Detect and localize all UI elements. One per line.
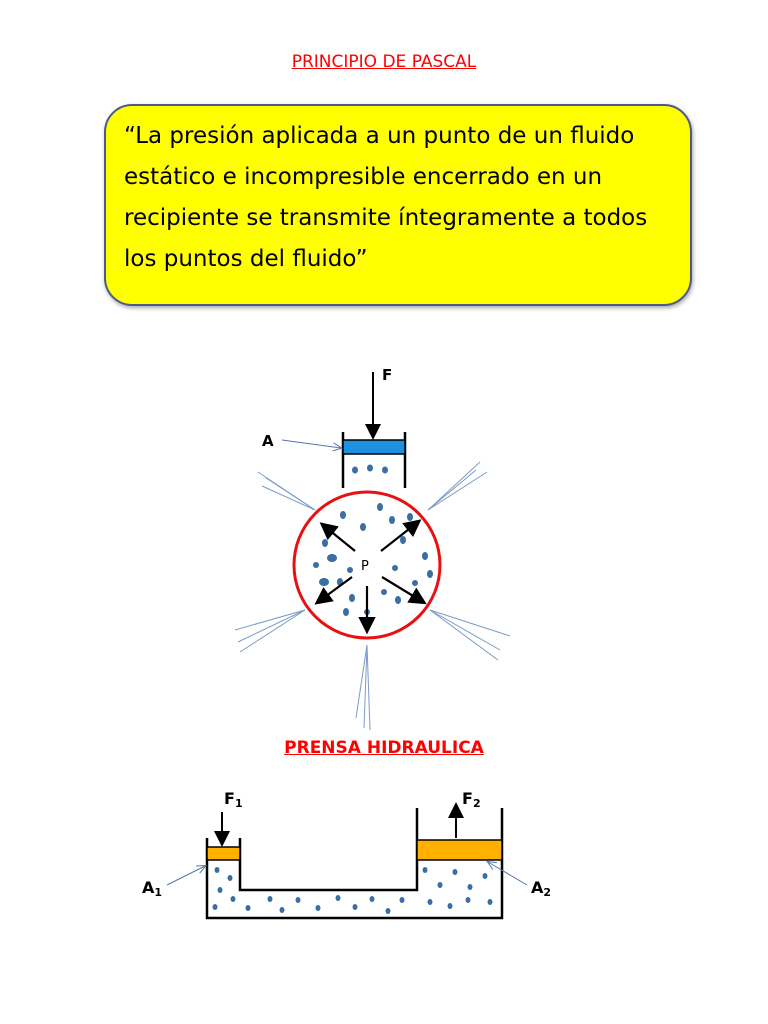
- small-piston: [207, 847, 240, 860]
- force-label: F: [382, 366, 393, 384]
- a1-label: A1: [142, 878, 163, 899]
- a1-pointer: [167, 866, 205, 885]
- definition-text: “La presión aplicada a un punto de un fluido estático e incompresible encerrado en un recipiente se transmite íntegramente a todos los puntos del fluido”: [124, 123, 648, 272]
- press-title: PRENSA HIDRAULICA: [284, 738, 484, 758]
- pressure-label: P: [361, 559, 369, 574]
- f1-label: F1: [224, 789, 243, 810]
- page-title: PRINCIPIO DE PASCAL: [291, 52, 477, 72]
- area-label: A: [262, 432, 274, 450]
- f2-label: F2: [462, 789, 481, 810]
- press-vessel: [207, 808, 502, 918]
- a2-pointer: [488, 862, 527, 885]
- large-piston: [417, 840, 502, 860]
- a2-label: A2: [531, 878, 552, 899]
